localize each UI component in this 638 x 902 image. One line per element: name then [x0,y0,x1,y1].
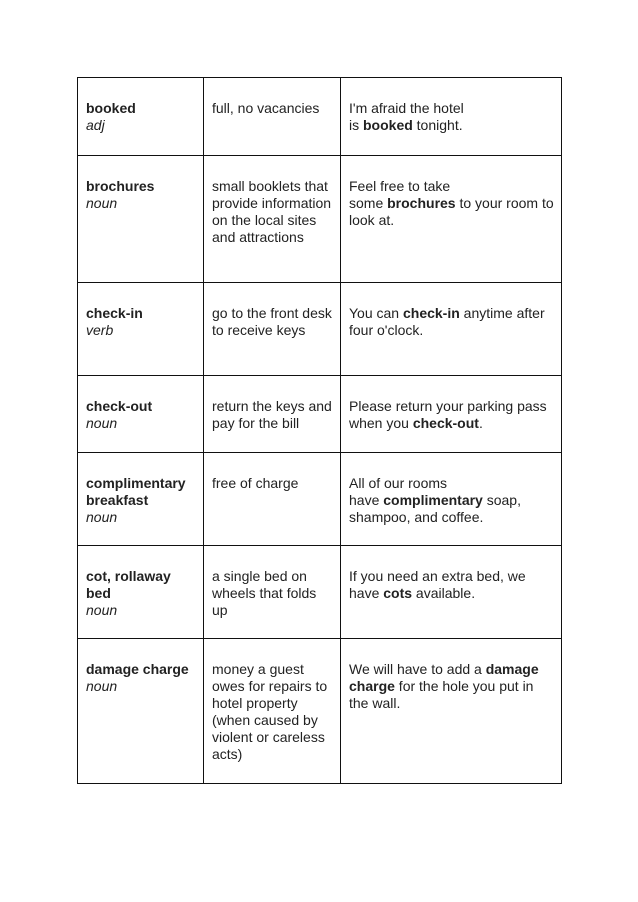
definition: return the keys and pay for the bill [212,398,332,431]
term-cell [78,283,204,376]
definition-cell [204,283,341,376]
term-cell [78,546,204,639]
term: cot, rollaway bed [86,568,171,601]
term: damage charge [86,661,189,677]
vocabulary-table-body [78,78,562,784]
part-of-speech: noun [86,195,118,211]
example-text: You can [349,305,403,321]
definition: full, no vacancies [212,100,320,116]
definition-cell [204,78,341,156]
vocabulary-table [77,77,562,784]
definition-cell [204,376,341,453]
term: complimentary breakfast [86,475,186,508]
term: check-in [86,305,143,321]
example-text: to your room to look at. [349,195,558,228]
definition-cell [204,453,341,546]
example-cell [341,453,562,546]
example-keyword: check-out [412,415,479,431]
example-cell [341,546,562,639]
example-keyword: brochures [387,195,456,211]
example-keyword: complimentary [383,492,483,508]
part-of-speech: noun [86,678,118,694]
example-cell [341,639,562,784]
term-cell [78,639,204,784]
table-row [78,546,562,639]
example-text: Please return your parking pass when you [349,398,551,431]
term: check-out [86,398,153,414]
example-text: All of our rooms have [349,475,448,508]
example-cell [341,283,562,376]
definition: money a guest owes for repairs to hotel property (when caused by violent or careless acts) [212,661,328,762]
example-text: anytime after four o'clock. [349,305,549,338]
table-row [78,453,562,546]
example-text: soap, shampoo, and coffee. [349,492,525,525]
term-cell [78,453,204,546]
example-cell [341,156,562,283]
table-row [78,283,562,376]
example-cell [341,78,562,156]
table-row [78,78,562,156]
example-text: available. [412,585,476,601]
example-text: for the hole you put in the wall. [349,678,538,711]
term-cell [78,156,204,283]
example-text: I'm afraid the hotel is [349,100,464,133]
term-cell [78,78,204,156]
definition-cell [204,639,341,784]
part-of-speech: adj [86,117,105,133]
term: booked [86,100,136,116]
example-cell [341,376,562,453]
definition: go to the front desk to receive keys [212,305,332,338]
example-keyword: check-in [402,305,460,321]
definition: small booklets that provide information on the local sites and attractions [212,178,332,245]
definition-cell [204,546,341,639]
part-of-speech: noun [86,415,118,431]
part-of-speech: noun [86,509,118,525]
table-row [78,156,562,283]
example-text: . [478,415,483,431]
term-cell [78,376,204,453]
table-row [78,639,562,784]
definition-cell [204,156,341,283]
definition: free of charge [212,475,299,491]
example-text: If you need an extra bed, we have [349,568,530,601]
definition: a single bed on wheels that folds up [212,568,317,618]
part-of-speech: noun [86,602,118,618]
example-keyword: damage charge [349,661,543,694]
example-text: We will have to add a [349,661,486,677]
example-keyword: booked [363,117,413,133]
example-keyword: cots [383,585,413,601]
example-text: Feel free to take some [349,178,451,211]
table-row [78,376,562,453]
term: brochures [86,178,155,194]
example-text: tonight. [412,117,463,133]
part-of-speech: verb [86,322,114,338]
